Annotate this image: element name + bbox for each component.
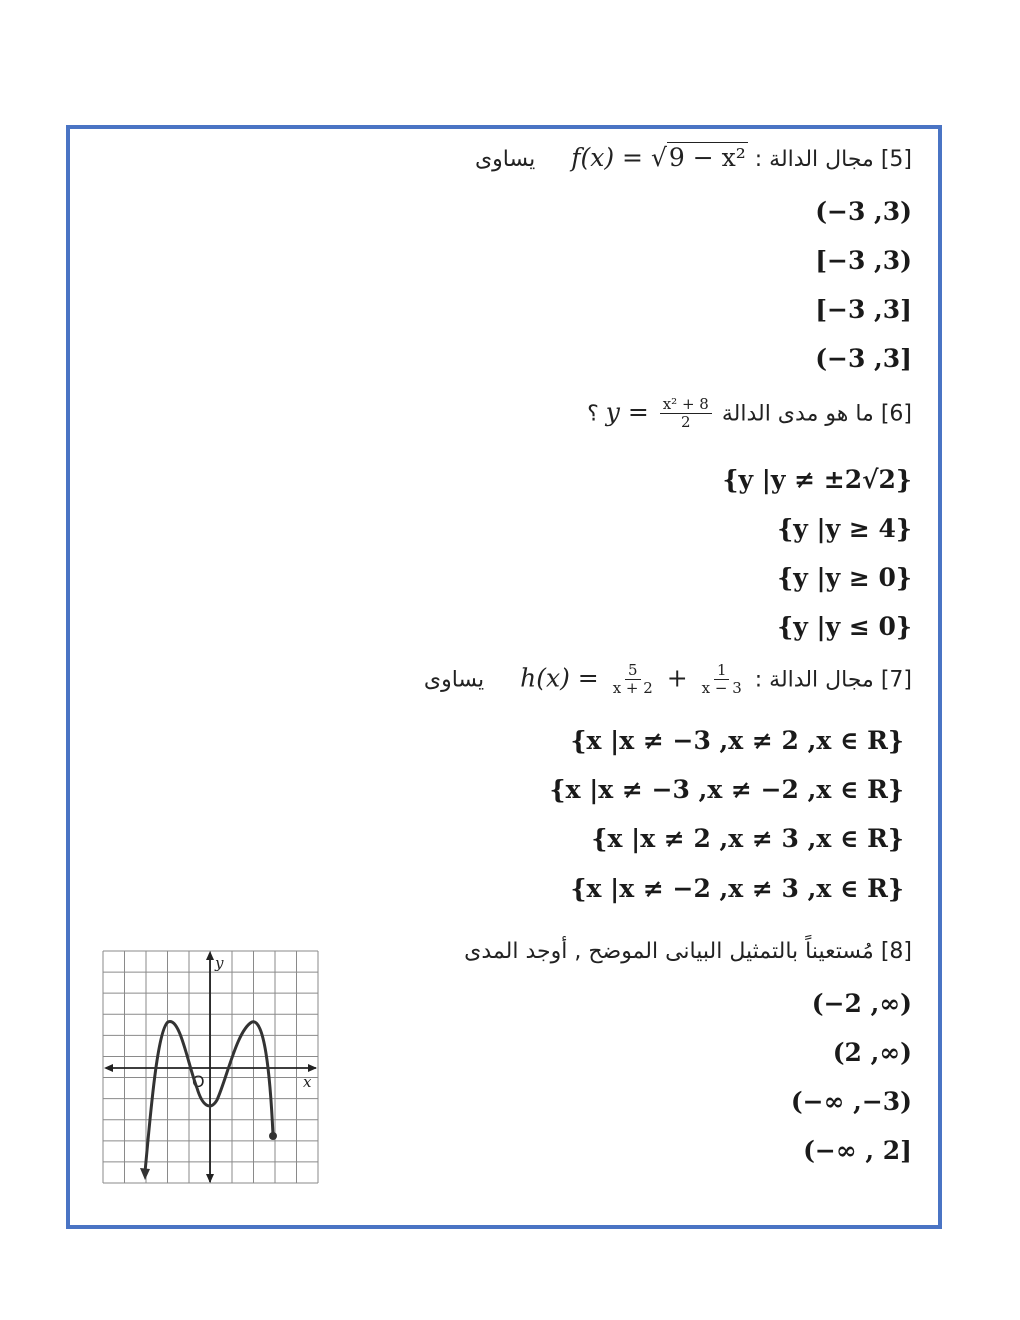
numerator: 5 <box>625 662 641 680</box>
function-name: f(x) = <box>571 143 651 172</box>
q7-option-3: {x |x ≠ 2 ,x ≠ 3 ,x ∈ R} <box>591 824 904 853</box>
q8-option-3: (−∞ ,−3) <box>790 1087 912 1116</box>
q6-option-3: {y |y ≥ 0} <box>777 563 912 592</box>
square-root: √9 − x² <box>650 143 746 172</box>
curve-endpoint <box>269 1132 277 1140</box>
question-number: [8] <box>880 939 912 964</box>
denominator: 2 <box>681 413 691 432</box>
x-axis-arrow-left <box>104 1064 113 1072</box>
q5-option-1: (−3 ,3) <box>815 197 912 226</box>
numerator: 1 <box>714 662 730 680</box>
y-axis-arrow-down <box>206 1174 214 1183</box>
fraction-2 <box>699 662 745 698</box>
question-prompt: مُستعيناً بالتمثيل البيانى الموضح , أوجد المدى <box>464 939 874 964</box>
question-mark: ؟ <box>587 401 599 427</box>
denominator: x − 3 <box>701 679 742 698</box>
q7-option-2: {x |x ≠ −3 ,x ≠ −2 ,x ∈ R} <box>549 775 904 804</box>
q7-option-4: {x |x ≠ −2 ,x ≠ 3 ,x ∈ R} <box>570 874 904 903</box>
question-suffix: يساوى <box>423 667 485 693</box>
question-suffix: يساوى <box>474 147 536 172</box>
question-prompt: مجال الدالة : <box>754 667 874 693</box>
x-axis-arrow-right <box>308 1064 317 1072</box>
q6-option-2: {y |y ≥ 4} <box>777 514 912 543</box>
question-6 <box>587 396 912 432</box>
function-lhs: y = <box>605 397 657 427</box>
q6-option-1: {y |y ≠ ±2√2} <box>722 465 912 494</box>
question-number: [6] <box>880 401 912 427</box>
function-expression <box>520 662 748 698</box>
x-axis-label: x <box>303 1073 312 1091</box>
question-prompt: مجال الدالة : <box>754 147 874 172</box>
denominator: x + 2 <box>612 679 653 698</box>
question-number: [5] <box>880 147 912 172</box>
y-axis-arrow-up <box>206 951 214 960</box>
question-number: [7] <box>880 667 912 693</box>
q8-option-4: (−∞ , 2] <box>803 1136 912 1165</box>
question-5 <box>475 143 912 172</box>
function-graph <box>102 950 319 1184</box>
radicand: 9 − x² <box>668 143 746 172</box>
question-prompt: ما هو مدى الدالة <box>721 401 874 427</box>
q8-option-1: (−2 ,∞) <box>811 989 912 1018</box>
function-expression <box>571 143 748 172</box>
function-lhs: h(x) = <box>520 663 607 693</box>
origin-label: O <box>192 1072 205 1091</box>
curve-arrow-down <box>140 1168 150 1180</box>
q7-option-1: {x |x ≠ −3 ,x ≠ 2 ,x ∈ R} <box>570 726 904 755</box>
question-8 <box>464 939 912 964</box>
fraction <box>660 396 712 432</box>
q5-option-3: [−3 ,3] <box>815 295 912 324</box>
q8-option-2: (2 ,∞) <box>832 1038 912 1067</box>
question-7 <box>424 662 912 698</box>
plus-sign: + <box>658 663 696 693</box>
numerator: x² + 8 <box>660 396 712 414</box>
function-expression <box>606 396 715 432</box>
q5-option-2: [−3 ,3) <box>815 246 912 275</box>
y-axis-label: y <box>215 954 224 972</box>
fraction-1 <box>610 662 656 698</box>
q5-option-4: (−3 ,3] <box>815 344 912 373</box>
q6-option-4: {y |y ≤ 0} <box>777 612 912 641</box>
